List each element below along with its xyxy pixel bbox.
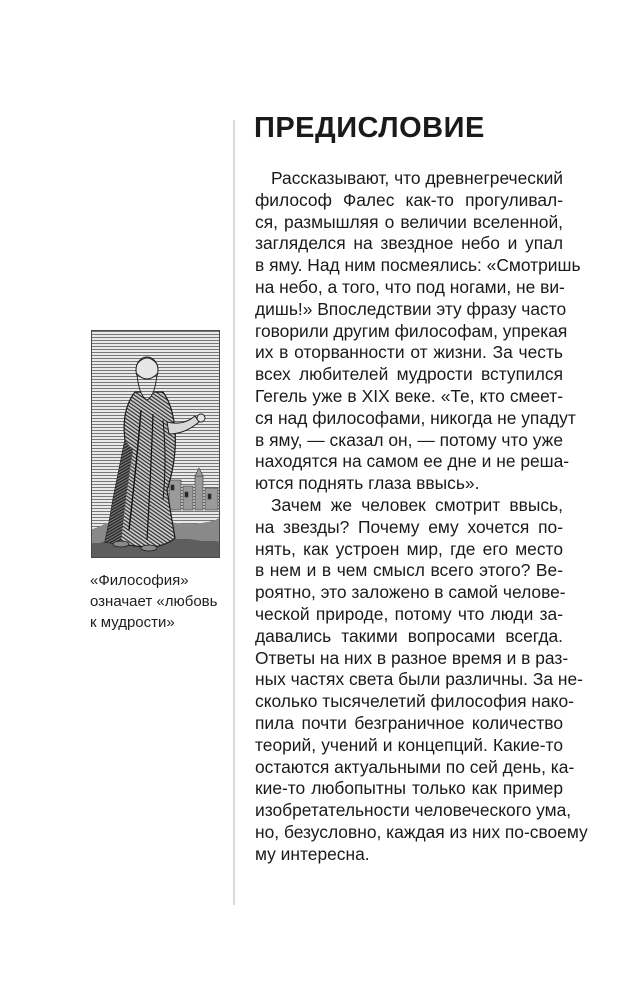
paragraph-2 [255, 494, 588, 866]
text-line: на небо, а того, что под ногами, не ви- [255, 276, 565, 297]
text-line: находятся на самом ее дне и не реша- [255, 451, 570, 472]
caption-line: означает «любовь [90, 593, 218, 610]
paragraph-1 [255, 168, 581, 495]
text-line: теорий, учений и концепций. Какие-то [255, 734, 563, 755]
text-line: нять, как устроен мир, где его место [255, 538, 563, 559]
page-title: ПРЕДИСЛОВИЕ [254, 112, 485, 144]
text-line: дишь!» Впоследствии эту фразу часто [255, 298, 567, 319]
column-divider [233, 120, 235, 905]
text-line: ся, размышляя о величии вселенной, [255, 211, 563, 232]
text-line: ческой природе, потому что люди за- [255, 603, 563, 624]
text-line: говорили другим философам, упрекая [255, 320, 568, 341]
text-line: в нем и в чем смысл всего этого? Ве- [255, 560, 563, 581]
text-line: на звезды? Почему ему хочется по- [255, 516, 563, 537]
text-line: философ Фалес как-то прогуливал- [255, 189, 563, 210]
body-text [255, 168, 588, 866]
text-line: роятно, это заложено в самой челове- [255, 582, 566, 603]
text-line: всех любителей мудрости вступился [255, 364, 563, 385]
illustration-caption [90, 570, 226, 633]
text-line: ся над философами, никогда не упадут [255, 407, 576, 428]
text-line: кие-то любопытны только как пример [255, 778, 563, 799]
text-line: изобретательности человеческого ума, [255, 800, 572, 821]
text-line: давались такими вопросами всегда. [255, 625, 563, 646]
text-line: Гегель уже в XIX веке. «Те, кто смеет- [255, 385, 563, 406]
text-line: в яму, — сказал он, — потому что уже [255, 429, 563, 450]
text-line: пила почти безграничное количество [255, 712, 563, 733]
philosopher-engraving-icon [91, 330, 220, 558]
text-line: загляделся на звездное небо и упал [255, 233, 563, 254]
caption-line: «Философия» [90, 572, 189, 589]
text-line: ются поднять глаза ввысь». [255, 473, 480, 494]
text-line: Ответы на них в разное время и в раз- [255, 647, 569, 668]
text-line: но, безусловно, каждая из них по-своему [255, 821, 588, 842]
caption-line: к мудрости» [90, 614, 175, 631]
text-line: му интересна. [255, 843, 370, 864]
text-line: ных частях света были различны. За не- [255, 669, 583, 690]
text-line: сколько тысячелетий философия нако- [255, 691, 574, 712]
text-line: остаются актуальными по сей день, ка- [255, 756, 575, 777]
text-line: их в оторванности от жизни. За честь [255, 342, 563, 363]
philosopher-engraving [91, 330, 220, 558]
text-line: Рассказывают, что древнегреческий [271, 168, 564, 188]
text-line: в яму. Над ним посмеялись: «Смотришь [255, 255, 581, 276]
text-line: Зачем же человек смотрит ввысь, [271, 494, 563, 515]
